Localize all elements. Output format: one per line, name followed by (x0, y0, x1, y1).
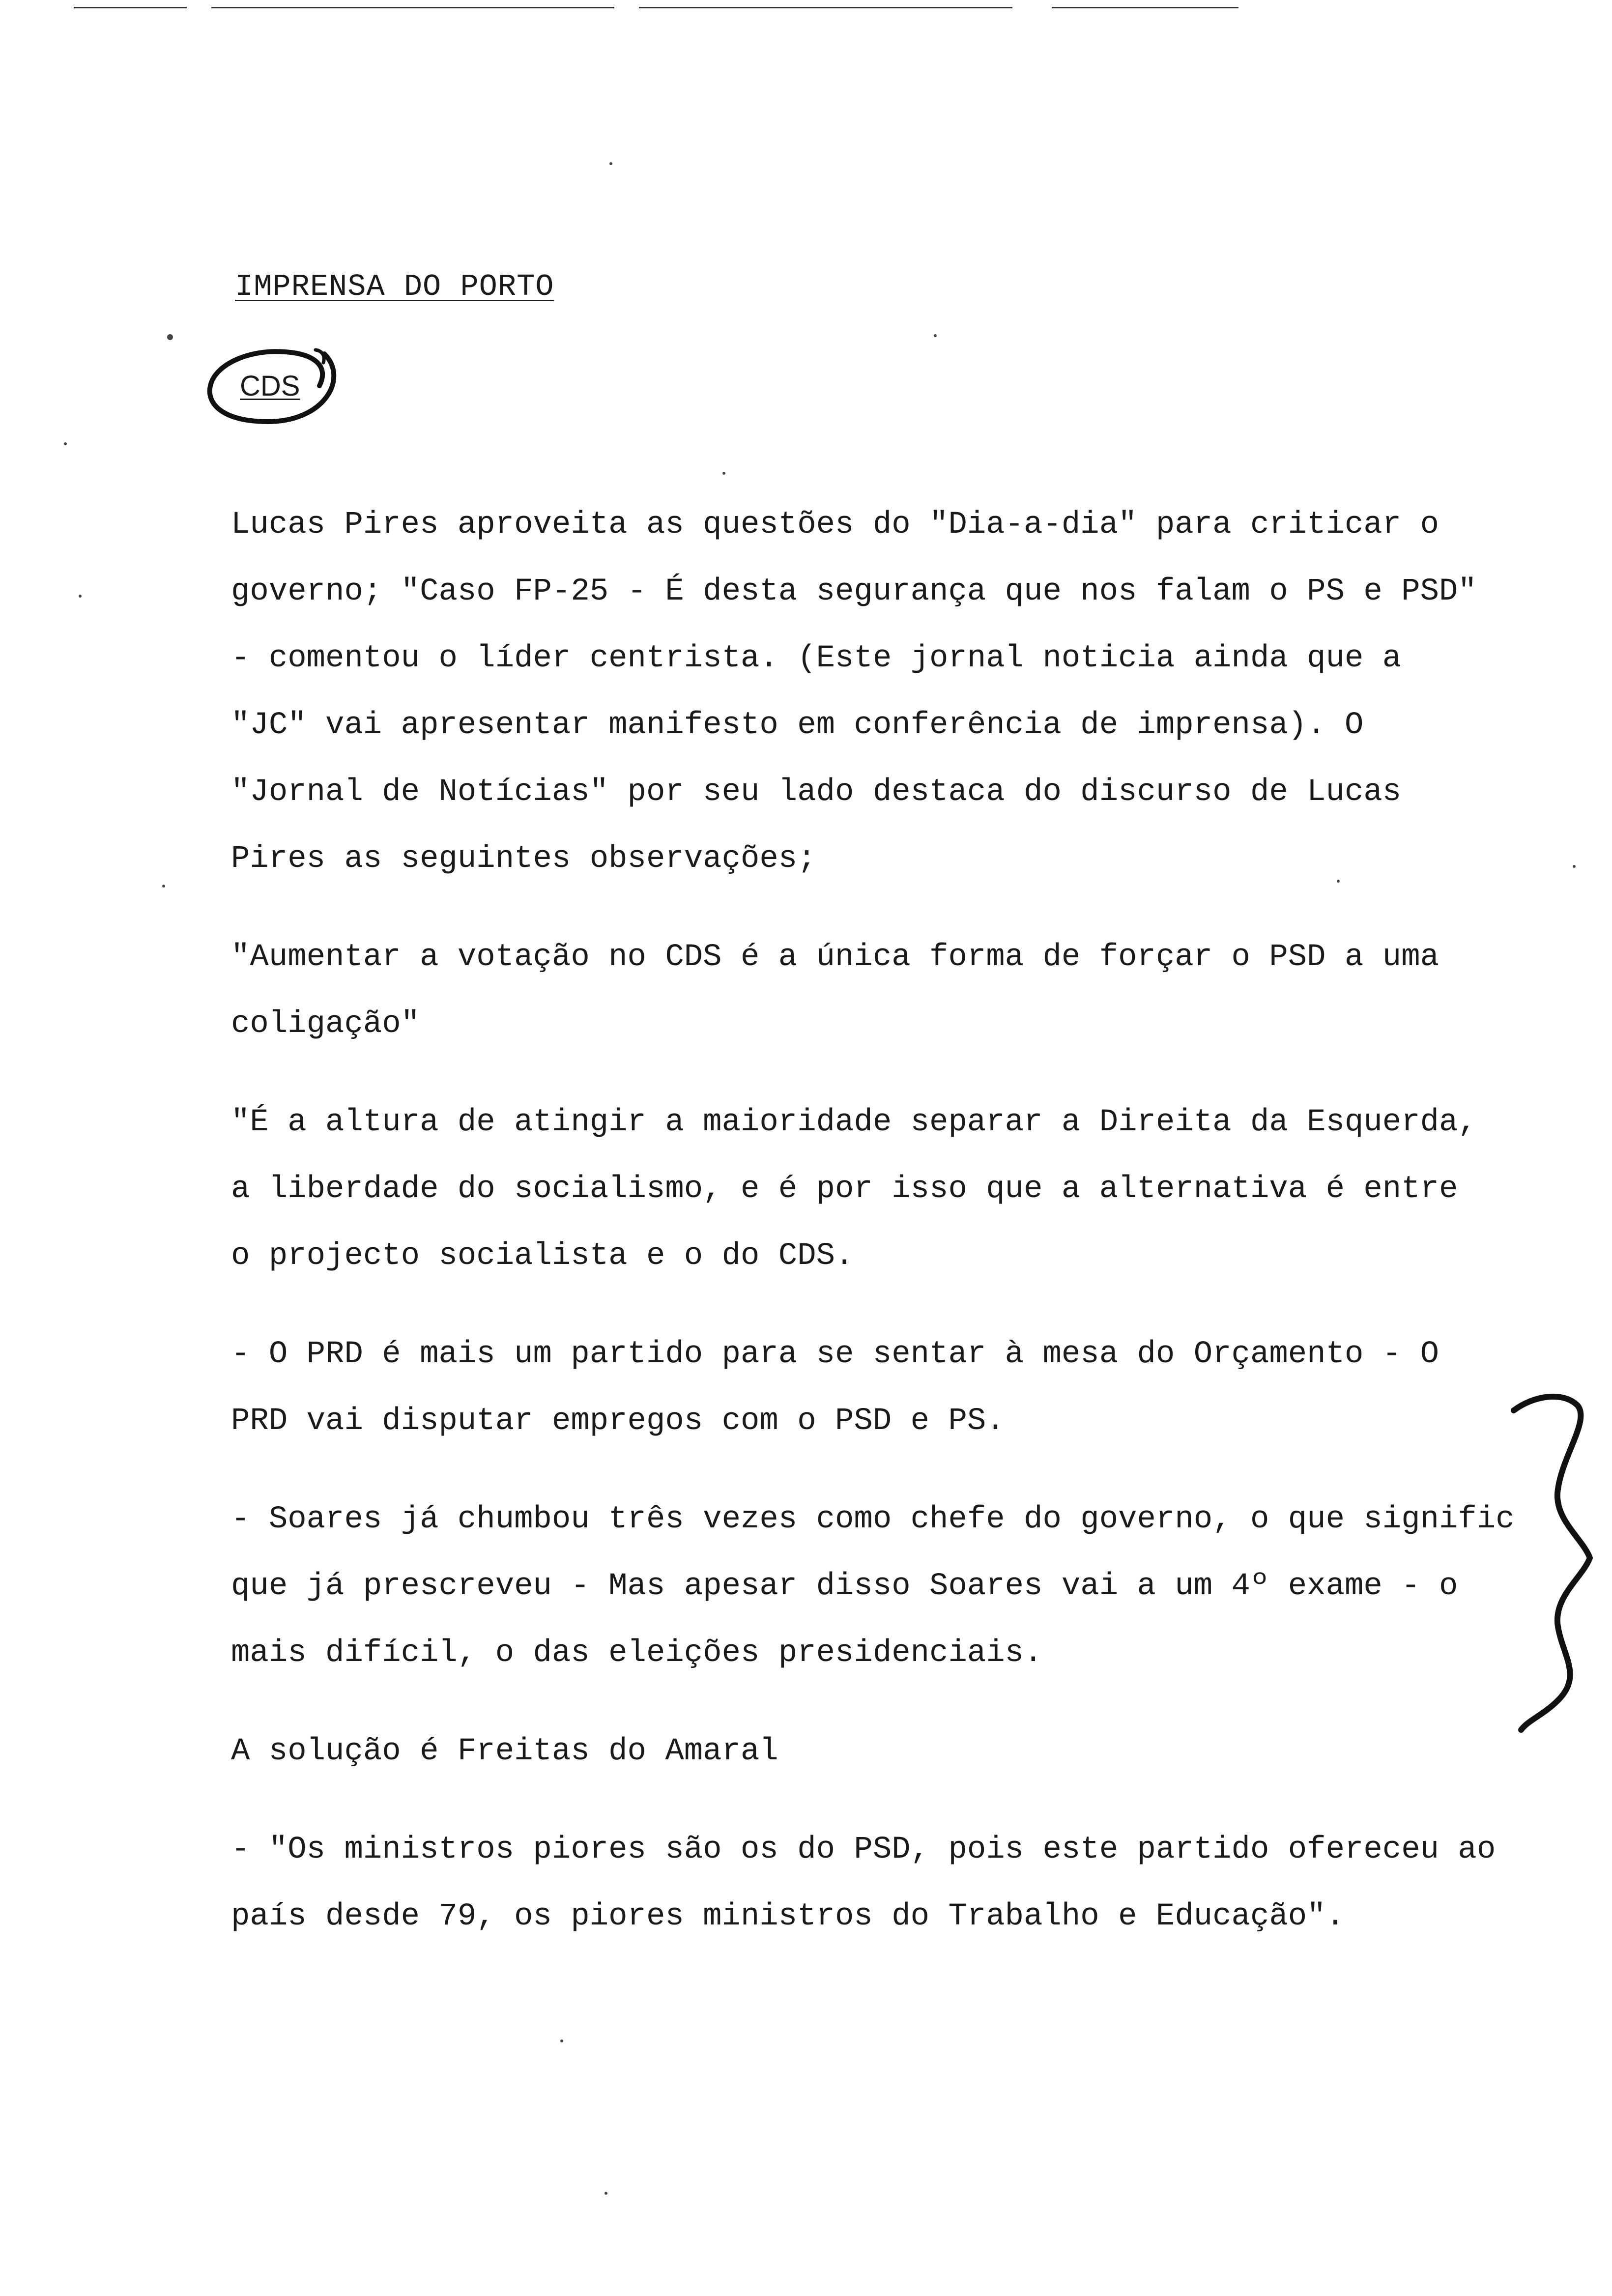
paragraph (231, 1718, 1568, 1785)
top-rule (211, 7, 614, 8)
top-rule (74, 7, 187, 8)
top-rule (1052, 7, 1238, 8)
scan-speck (934, 334, 937, 337)
text-line: "É a altura de atingir a maioridade separar a Direita da Esquerda, (231, 1105, 1477, 1140)
text-line: que já prescreveu - Mas apesar disso Soares vai a um 4º exame - o (231, 1569, 1458, 1604)
scan-speck (1573, 865, 1576, 868)
scan-speck (560, 2039, 563, 2042)
text-line: - O PRD é mais um partido para se sentar à mesa do Orçamento - O (231, 1337, 1439, 1372)
paragraph (231, 1089, 1568, 1290)
scan-speck (79, 595, 82, 598)
scan-speck (609, 162, 612, 165)
text-line: governo; "Caso FP-25 - É desta segurança que nos falam o PS e PSD" (231, 574, 1477, 609)
text-line: "Jornal de Notícias" por seu lado destaca do discurso de Lucas (231, 775, 1402, 810)
document-body (231, 491, 1568, 1981)
text-line: "JC" vai apresentar manifesto em conferência de imprensa). O (231, 708, 1364, 743)
text-line: a liberdade do socialismo, e é por isso que a alternativa é entre (231, 1172, 1458, 1207)
scan-speck (722, 472, 725, 475)
text-line: país desde 79, os piores ministros do Trabalho e Educação". (231, 1899, 1345, 1934)
top-rule (639, 7, 1012, 8)
text-line: A solução é Freitas do Amaral (231, 1734, 778, 1769)
text-line: - "Os ministros piores são os do PSD, pois este partido ofereceu ao (231, 1832, 1496, 1867)
scan-speck (604, 2192, 607, 2195)
text-line: - Soares já chumbou três vezes como chefe do governo, o que signific (231, 1502, 1515, 1537)
text-line: PRD vai disputar empregos com o PSD e PS. (231, 1404, 1005, 1439)
paragraph (231, 1321, 1568, 1455)
paragraph (231, 924, 1568, 1058)
text-line: mais difícil, o das eleições presidenciais. (231, 1636, 1043, 1671)
text-line: "Aumentar a votação no CDS é a única forma de forçar o PSD a uma (231, 940, 1439, 975)
cds-stamp (202, 339, 344, 432)
text-line: - comentou o líder centrista. (Este jornal noticia ainda que a (231, 641, 1402, 676)
text-line: o projecto socialista e o do CDS. (231, 1238, 854, 1274)
scan-speck (167, 334, 173, 340)
document-heading: IMPRENSA DO PORTO (235, 269, 554, 304)
scan-speck (162, 885, 165, 888)
paragraph (231, 1816, 1568, 1950)
handwritten-bracket-icon (1484, 1391, 1602, 1735)
stamp-label: CDS (240, 370, 300, 402)
text-line: Lucas Pires aproveita as questões do "Dia-a-dia" para criticar o (231, 507, 1439, 543)
paragraph (231, 491, 1568, 892)
text-line: coligação" (231, 1006, 420, 1042)
text-line: Pires as seguintes observações; (231, 841, 816, 877)
scan-speck (64, 442, 67, 445)
paragraph (231, 1486, 1568, 1687)
scan-speck (1337, 880, 1340, 883)
